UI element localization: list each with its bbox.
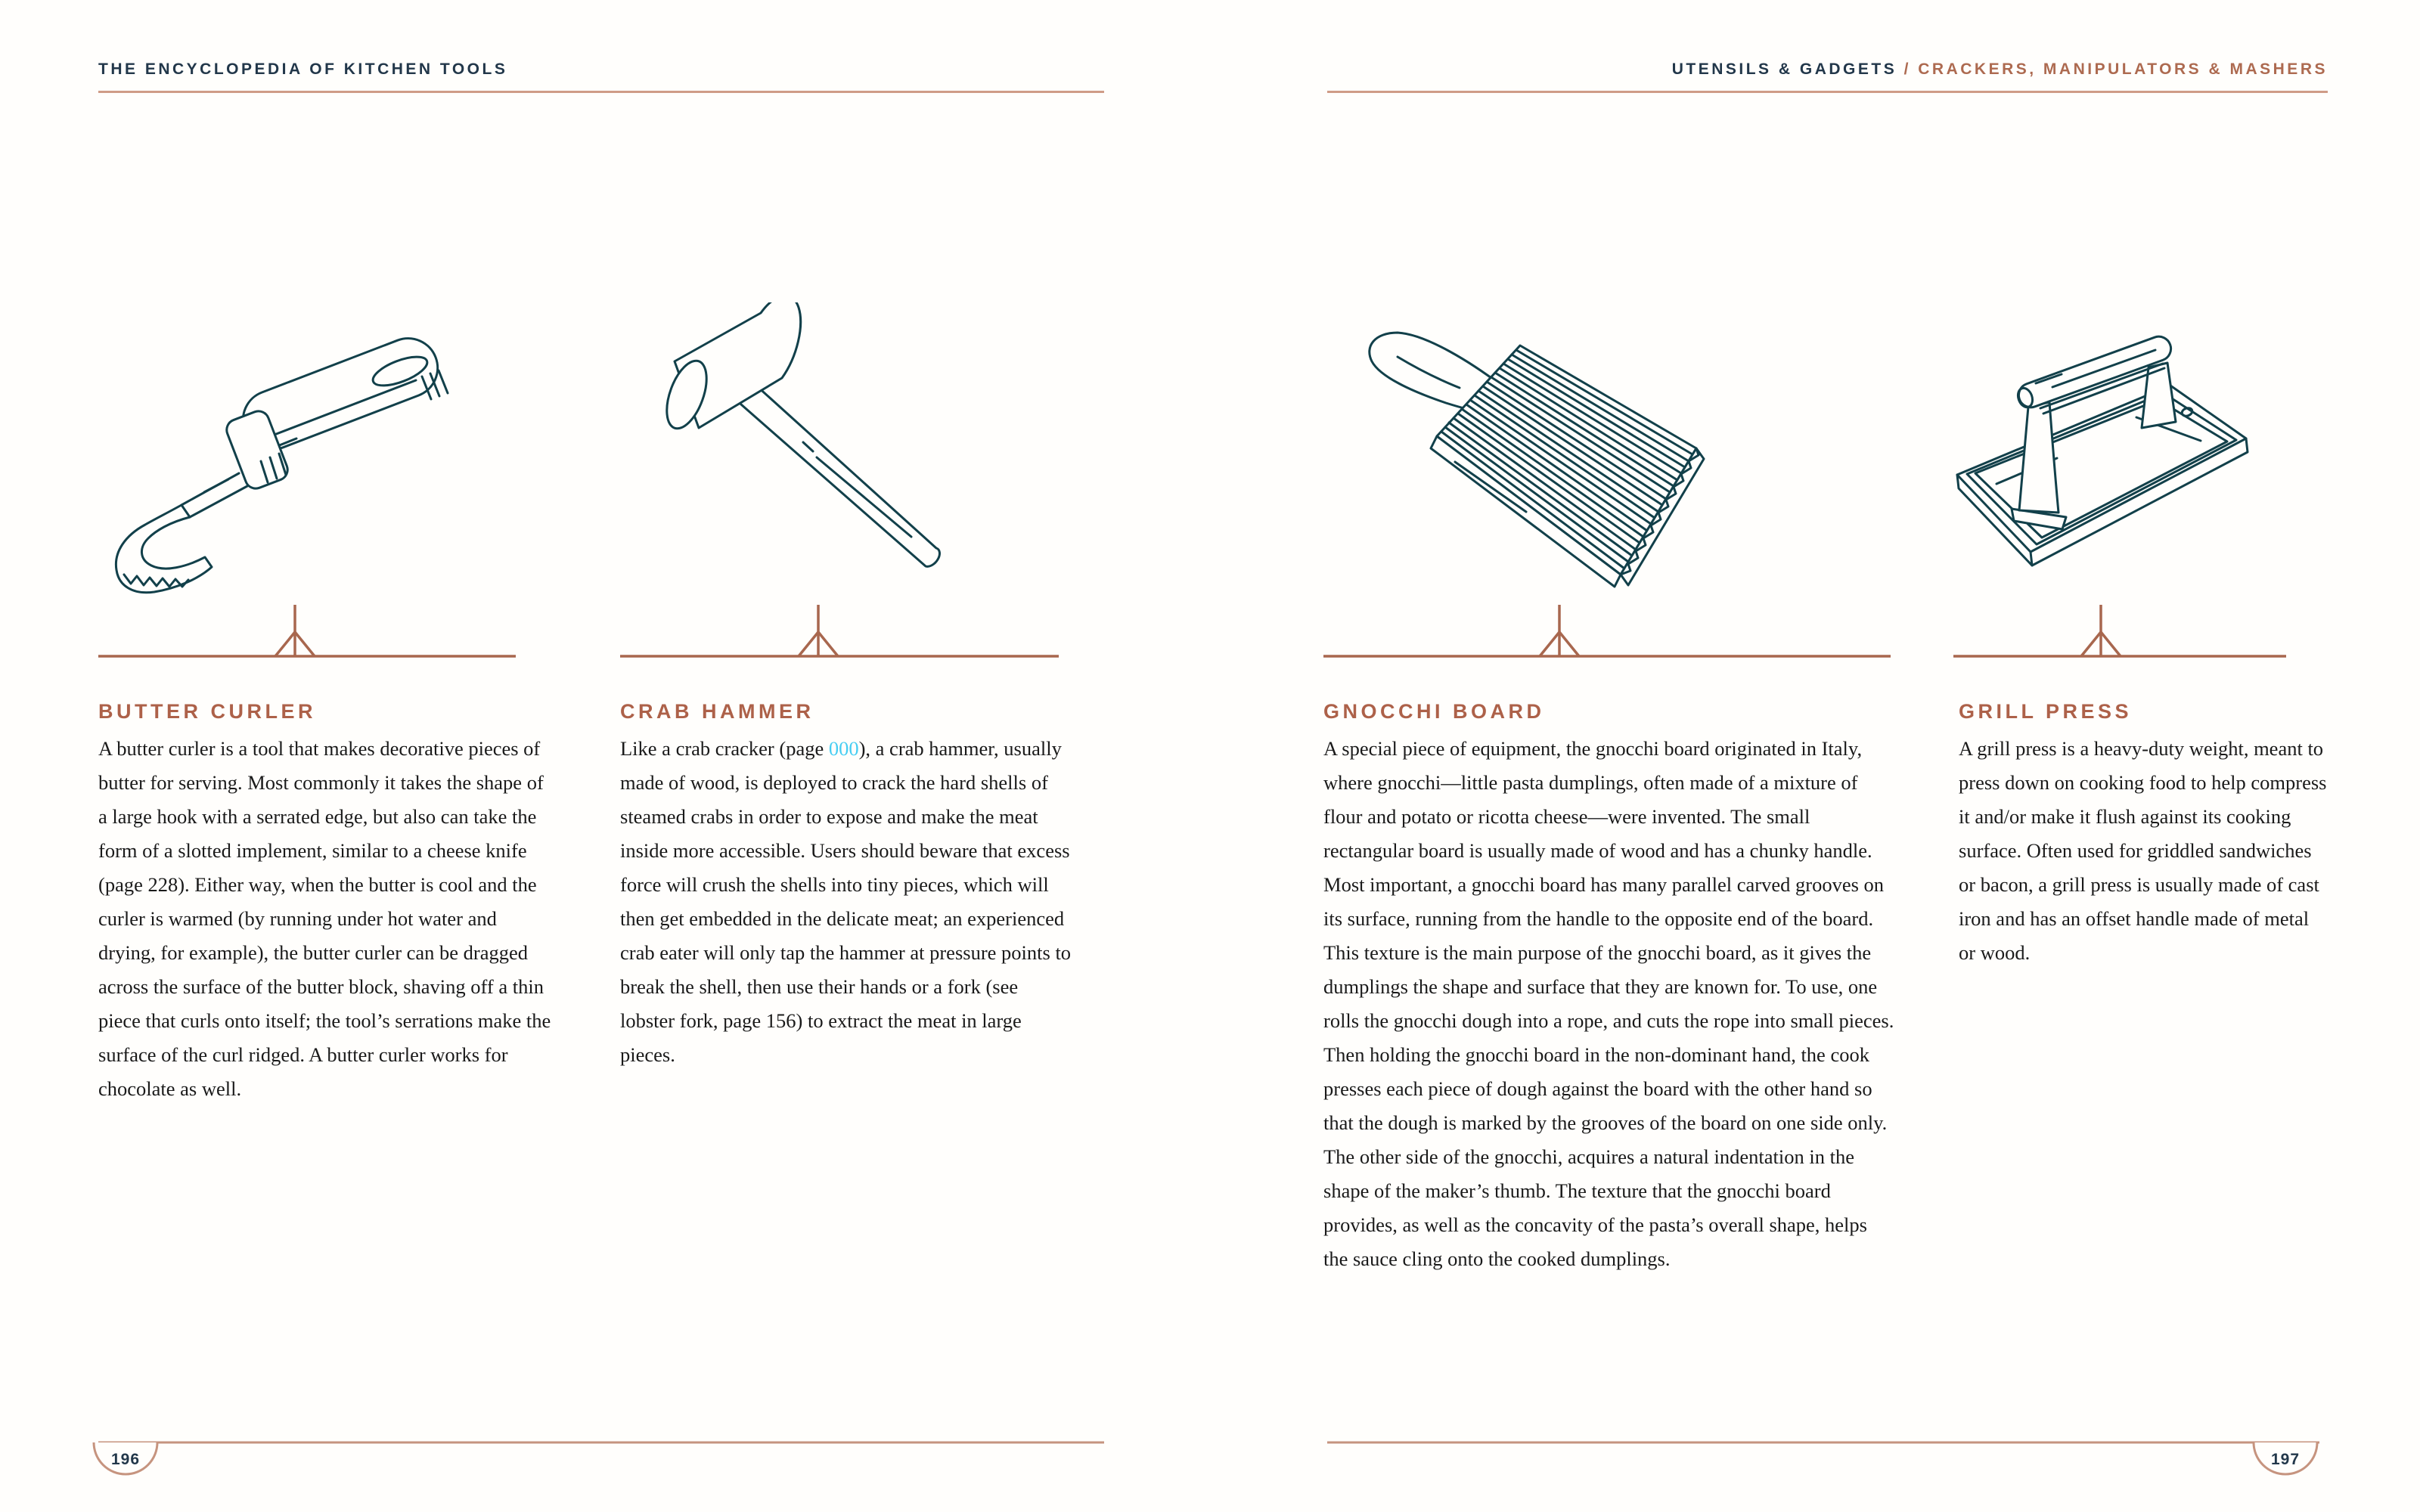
crab-hammer-illustration bbox=[628, 302, 1097, 635]
right-page-footer bbox=[1320, 1421, 2333, 1485]
entry-gnocchi-board bbox=[1323, 699, 1894, 1276]
caption-marker-icon bbox=[1953, 590, 2286, 659]
caption-marker-icon bbox=[1323, 590, 1891, 659]
entry-heading: GNOCCHI BOARD bbox=[1323, 700, 1545, 723]
entry-body: A grill press is a heavy-duty weight, meant to press down on cooking food to help compress it and/or make it flush against its cooking surface. Often used for griddled sandwiches or bacon, a grill press is usually made of cast iron and has an offset handle made of metal or wood. bbox=[1959, 737, 2327, 964]
right-header-rule bbox=[1327, 91, 2328, 93]
page-number: 197 bbox=[2270, 1451, 2301, 1468]
entry-grill-press bbox=[1959, 699, 2329, 970]
entry-crab-hammer bbox=[620, 699, 1074, 1072]
entry-body-text: ), a crab hammer, usually made of wood, is deployed to crack the hard shells of steamed crabs in order to expose and make the meat inside more accessible. Users should beware that excess force will crush the shells into tiny pieces, which will then get embedded in the delicate meat; an experienced crab eater will only tap the hammer at pressure points to break the shell, then use their hands or a fork (see lobster fork, page 156) to extract the meat in large pieces. bbox=[620, 737, 1072, 1066]
entry-heading: BUTTER CURLER bbox=[98, 700, 316, 723]
entry-body: A special piece of equipment, the gnocchi board originated in Italy, where gnocchi—little pasta dumplings, often made of a mixture of flour and potato or ricotta cheese—were invented. The small rectangular board is usually made of wood and has a chunky handle. Most important, a gnocchi board has many parallel carved grooves on its surface, running from the handle to the opposite end of the board. This texture is the main purpose of the gnocchi board, as it gives the dumplings the shape and surface that they are known for. To use, one rolls the gnocchi dough into a rope, and cuts the rope into small pieces. Then holding the gnocchi board in the non-dominant hand, the cook presses each piece of dough against the board with the other hand so that the dough is marked by the grooves of the board on one side only. The other side of the gnocchi, acquires a natural indentation in the shape of the maker’s thumb. The texture that the gnocchi board provides, as well as the concavity of the pasta’s overall shape, helps the sauce cling onto the cooked dumplings. bbox=[1323, 737, 1894, 1270]
entry-butter-curler bbox=[98, 699, 552, 1106]
page-number: 196 bbox=[110, 1451, 141, 1468]
gnocchi-board-illustration bbox=[1354, 302, 1853, 620]
entry-body-text: Like a crab cracker (page bbox=[620, 737, 829, 760]
entry-heading: GRILL PRESS bbox=[1959, 700, 2133, 723]
entry-body: A butter curler is a tool that makes decorative pieces of butter for serving. Most commonly it takes the shape of a large hook with a serrated edge, but also can take the form of a slotted implement, similar to a cheese knife (page 228). Either way, when the butter is cool and the curler is warmed (by running under hot water and drying, for example), the butter curler can be dragged across the surface of the butter block, shaving off a thin piece that curls onto itself; the tool’s serrations make the surface of the curl ridged. A butter curler works for chocolate as well. bbox=[98, 737, 551, 1100]
entry-heading: CRAB HAMMER bbox=[620, 700, 814, 723]
entry-body bbox=[620, 732, 1074, 1072]
breadcrumb-separator: / bbox=[1897, 60, 1919, 78]
caption-marker-icon bbox=[98, 590, 516, 659]
caption-marker-icon bbox=[620, 590, 1059, 659]
left-running-head: THE ENCYCLOPEDIA OF KITCHEN TOOLS bbox=[98, 60, 508, 78]
page-ref-placeholder: 000 bbox=[828, 737, 859, 760]
breadcrumb-subsection: CRACKERS, MANIPULATORS & MASHERS bbox=[1918, 60, 2328, 78]
left-header-rule bbox=[98, 91, 1104, 93]
breadcrumb-section: UTENSILS & GADGETS bbox=[1671, 60, 1897, 78]
right-running-head bbox=[1327, 60, 2328, 79]
left-page-footer bbox=[91, 1421, 1119, 1485]
grill-press-illustration bbox=[1944, 325, 2375, 612]
